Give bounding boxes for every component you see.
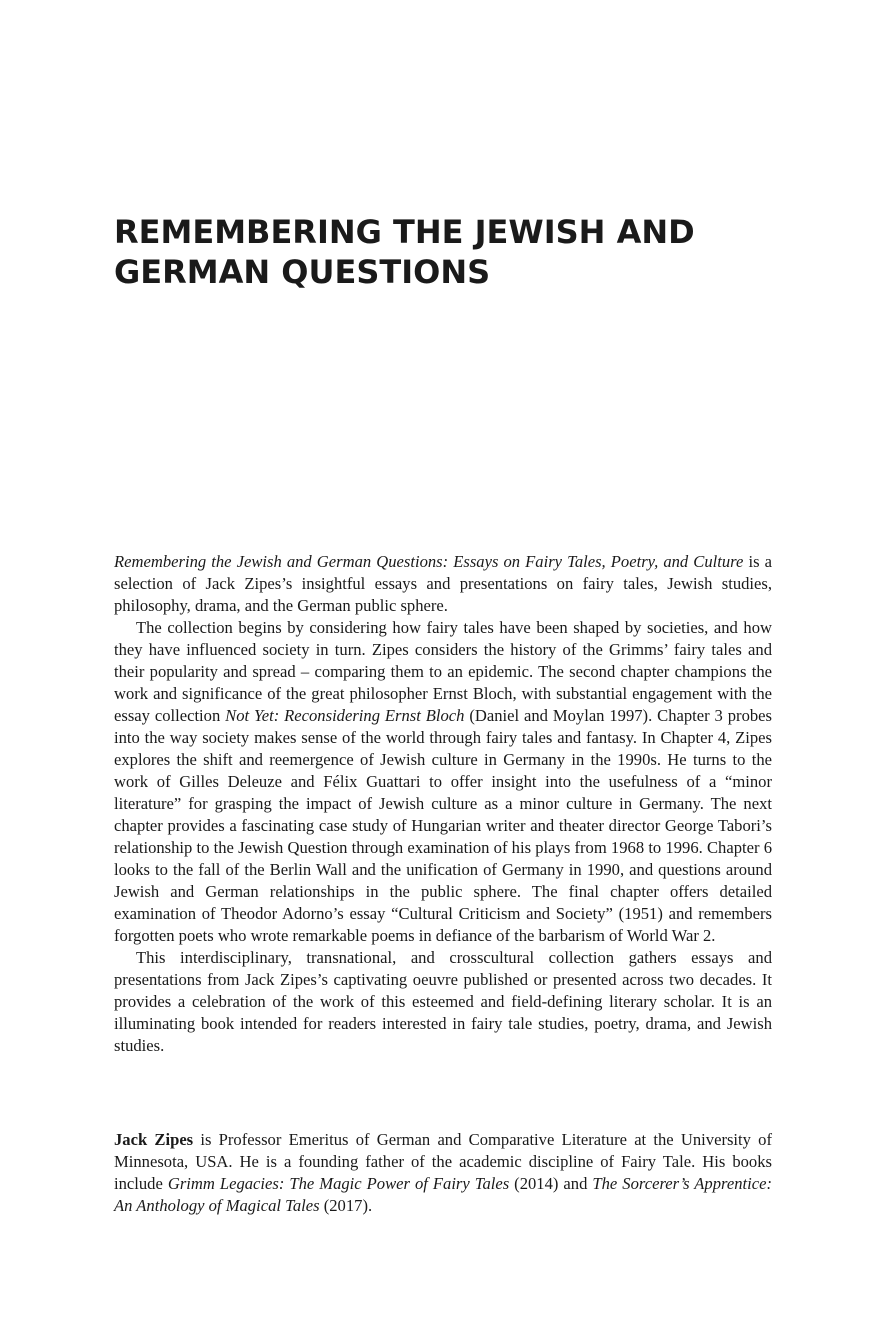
paragraph-1-text: is a selection of Jack Zipes’s insightful essays and presentations on fairy tales, Jewish studies, philosophy, drama, and the German public sphere. xyxy=(114,552,772,615)
page-title xyxy=(114,212,774,292)
description-paragraph-3: This interdisciplinary, transnational, and crosscultural collection gathers essays and presentations from Jack Zipes’s captivating oeuvre published or presented across two decades. It provides a celebration of the work of this esteemed and field-defining literary scholar. It is an illuminating book intended for readers interested in fairy tale studies, poetry, drama, and Jewish studies. xyxy=(114,948,772,1055)
paragraph-2-text-a: The collection begins by considering how fairy tales have been shaped by societies, and how they have influenced society in turn. Zipes considers the history of the Grimms’ fairy tales and their popularity and spread – comparing them to an epidemic. The second chapter champions the work and significance of the great philosopher Ernst Bloch, with substantial engagement with the essay collection xyxy=(114,618,772,725)
author-bio-paragraph xyxy=(114,1129,772,1217)
book-description xyxy=(114,551,772,1057)
author-name: Jack Zipes xyxy=(114,1130,194,1149)
bio-text-a: is Professor Emeritus of German and Comparative Literature at the University of Minnesota, USA. He is a founding father of the academic discipline of Fairy Tale. His books include xyxy=(114,1130,772,1193)
bio-book-2: The Sorcerer’s Apprentice: An Anthology of Magical Tales xyxy=(114,1174,772,1215)
bio-book-1: Grimm Legacies: The Magic Power of Fairy Tales xyxy=(167,1174,510,1193)
bio-text-b: (2014) and xyxy=(509,1174,593,1193)
page-title-line-2: GERMAN QUESTIONS xyxy=(114,253,491,291)
description-paragraph-2 xyxy=(114,617,772,947)
page-title-line-1: REMEMBERING THE JEWISH AND xyxy=(114,213,695,251)
book-title-italic: Remembering the Jewish and German Questions: Essays on Fairy Tales, Poetry, and Culture xyxy=(114,552,744,571)
referenced-title-italic: Not Yet: Reconsidering Ernst Bloch xyxy=(225,706,465,725)
bio-text-c: (2017). xyxy=(319,1196,373,1215)
description-paragraph-1 xyxy=(114,551,772,617)
paragraph-2-text-b: (Daniel and Moylan 1997). Chapter 3 probes into the way society makes sense of the world through fairy tales and fantasy. In Chapter 4, Zipes explores the shift and reemergence of Jewish culture in Germany in the 1990s. He turns to the work of Gilles Deleuze and Félix Guattari to offer insight into the usefulness of a “minor literature” for grasping the impact of Jewish culture as a minor culture in Germany. The next chapter provides a fascinating case study of Hungarian writer and theater director George Tabori’s relationship to the Jewish Question through examination of his plays from 1968 to 1996. Chapter 6 looks to the fall of the Berlin Wall and the unification of Germany in 1990, and questions around Jewish and German relationships in the public sphere. The final chapter offers detailed examination of Theodor Adorno’s essay “Cultural Criticism and Society” (1951) and remembers forgotten poets who wrote remarkable poems in defiance of the barbarism of World War 2. xyxy=(114,706,772,945)
author-bio xyxy=(114,1129,772,1217)
